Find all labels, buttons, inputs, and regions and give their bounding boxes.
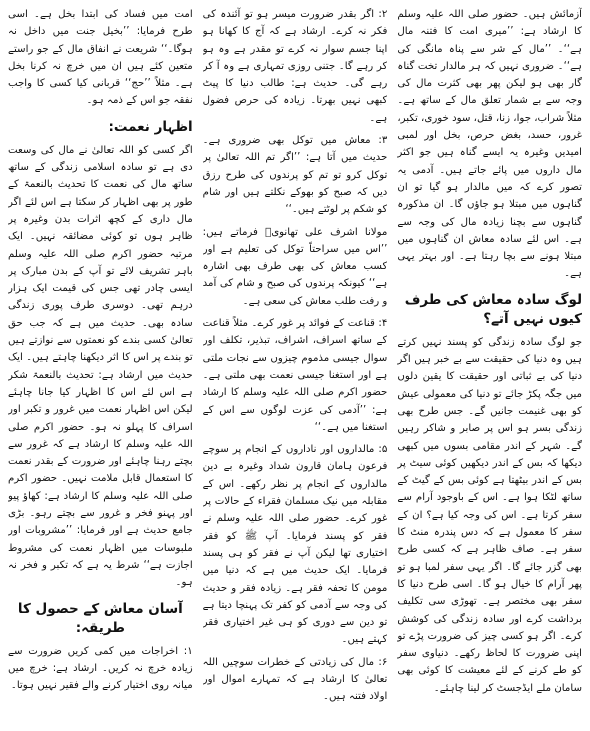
paragraph: امت میں فساد کی ابتدا بخل ہے۔ اسی طرح فرمایا: ’’بخیل جنت میں داخل نہ ہوگا۔‘‘ شریعت نے انفاق مال کے جو راستے متعین کئے ہیں ان میں خرچ نہ کرنا بخل ہے۔ مثلاً ’’حج‘‘ قربانی کیا کسی کا واجب نفقہ جو اس کے ذمہ ہو۔ [8,9,193,107]
paragraph: مولانا اشرف علی تھانویؒ فرماتے ہیں: ’’اس میں سراحتاً توکل کی تعلیم ہے اور کسب معاش کی بھی طرف بھی اشارہ ہے‘‘ کیونکہ پرندوں کی صبح و شام کی آمد و رفت طلب معاش کی سعی ہے۔ [202,226,388,307]
paragraph: ۶: مال کی زیادتی کے خطرات سوچیں اللہ تعالیٰ کا ارشاد ہے کہ تمہارے اموال اور اولاد فتنہ ہیں۔ [202,656,388,703]
section-heading-why-not-simple-living: لوگ سادہ معاش کی طرف کیوں نہیں آتے؟ [404,291,583,327]
paragraph: جو لوگ سادہ زندگی کو پسند نہیں کرتے ہیں وہ دنیا کی حقیقت سے بے خبر ہیں اگر دنیا کی بے ثباتی اور حقیقت کا یقین دلوں میں جگہ پکڑ جائے تو دنیا کی معمولی عیش کو بھی غنیمت جانیں گے۔ جس طرح بھی زندگی بسر ہو اس پر صابر و شاکر رہیں گے۔ شہر کے اندر مقامی بسوں میں کبھی دیکھا کہ بس کے اندر دیکھیں کوئی سیٹ پر بس کے اندر بیٹھتا ہے کوئی بس کے گیٹ کے ساتھ لٹکا ہوا ہے۔ اس کے باوجود آرام سے سفر کرتا ہے۔ اس کی وجہ کیا ہے؟ ان کے سفر کا معمول ہے کہ دس پندرہ منٹ کا سفر ہے۔ صاف ظاہر ہے کہ کسی طرح بھی گزر جائے گا۔ اگر یہی سفر لمبا ہو تو پھر آرام کا خیال ہو گا۔ اسی طرح دنیا کا سفر بھی مختصر ہے۔ تھوڑی سی تکلیف برداشت کرے اور سادہ زندگی کی کوشش کرے۔ اگر ہو کسی چیز کی ضرورت پڑے تو اپنی ضرورت کا لحاظ رکھے۔ دنیاوی سفر کو طے کرنے کے لئے معیشت کا کوئی بھی سامان ملے ایڈجسٹ کر لینا چاہئے۔ [397,336,583,694]
paragraph: ۵: مالداروں اور ناداروں کے انجام پر سوچے فرعون ہامان قارون شداد وغیرہ بے دین مالداروں کے انجام پر نظر رکھے۔ اس کے مقابلہ میں نیک مسلمان فقراء کے حالات پر غور کرے۔ حضور صلی اللہ علیہ وسلم نے فقر کو پسند فرمایا۔ آپ ﷺ کو فقر اختیاری تھا لیکن آپ نے فقر کو ہی پسند فرمایا۔ ایک حدیث میں ہے کہ دنیا میں مومن کا تحفہ فقر ہے۔ زیادہ فقر و حدیث کی وجہ سے آدمی کو کفر تک پہنچا دیتا ہے تو دین سے دوری کو ہی غیر اختیاری فقر کہتے ہیں۔ [202,444,388,646]
paragraph: ۱: اخراجات میں کمی کریں ضرورت سے زیادہ خرچ نہ کریں۔ ارشاد ہے: خرچ میں میانہ روی اختیار کرنے والے فقیر نہیں ہوتا۔ [8,645,193,692]
column-left [397,6,582,725]
section-heading-easy-livelihood: آسان معاش کے حصول کا طریقہ: [17,600,183,636]
paragraph: آزمائش ہیں۔ حضور صلی اللہ علیہ وسلم کا ارشاد ہے: ’’میری امت کا فتنہ مال ہے‘‘۔ ’’مال کے شر سے پناہ مانگی کی ہے‘‘۔ ضروری نہیں کہ ہر مالدار تخت گناہ گار بھی ہو لیکن پھر بھی کثرت مال کی وجہ سے بے شمار تعلق مال کے ساتھ ہے۔ مثلاً شراب، جوا، زنا، قتل، سود خوری، تکبر، غرور، حسد، بغض حرص، بخل اور لمبی امیدیں وغیرہ یہ ایسے گناہ ہیں جو اکثر مال داروں میں پائے جاتے ہیں۔ آدمی یہ تصور کرے کہ میں مالدار ہو گیا تو ان گناہوں میں مبتلا ہو جاؤں گا۔ ان مذکورہ گناہوں سے بچنا زیادہ مال کی وجہ سے ہے۔ اس لئے سادہ معاش ان گناہوں میں مبتلا ہونے سے بچا رہتا ہے۔ اور بہتر یہی ہے۔ [397,9,583,280]
column-middle [203,6,388,725]
column-right [8,6,193,725]
paragraph: ۳: معاش میں توکل بھی ضروری ہے۔ حدیث میں آتا ہے: ’’اگر تم اللہ تعالیٰ پر توکل کرو تو تم کو پرندوں کی طرح رزق دیں کہ صبح کو بھوکے نکلتے ہیں اور شام کو شکم پر لوٹتے ہیں۔‘‘ [202,135,388,216]
section-heading-izhar-e-nemat: اظہار نعمت: [108,118,193,135]
paragraph: اگر کسی کو اللہ تعالیٰ نے مال کی وسعت دی ہے تو سادہ اسلامی زندگی کے ساتھ ساتھ مال کی نعمت کا تحدیث بالنعمۃ کے طور پر بھی اظہار کر سکتا ہے اس لئے اگر مال داری کے کچھ اثرات بدن وغیرہ پر ظاہر ہوں تو کوئی مضائقہ نہیں۔ ایک مرتبہ حضور اکرم صلی اللہ علیہ وسلم باہر تشریف لائے تو آپ کے بدن مبارک پر ایسی چادر تھی جس کی قیمت ایک ہزار درہم تھی۔ دوسری طرف پوری زندگی سادہ بھی۔ حدیث میں ہے کہ جب حق تعالیٰ کسی بندے کو نعمتوں سے نوازتے ہیں تو بندے پر اس کا اثر دیکھنا چاہتے ہیں۔ ایک حدیث میں ارشاد ہے: تحدیث بالنعمۃ شکر ہے اس لئے اس کا اظہار کیا جانا چاہئے لیکن اس اظہار نعمت میں غرور و تکبر اور اسراف کا پہلو نہ ہو۔ حضور اکرم صلی اللہ علیہ وسلم کا ارشاد ہے کہ غرور سے بچتے رہنا چاہئے اور ضرورت کے بقدر نعمت کا استعمال قابل ملامت نہیں۔ حضور اکرم صلی اللہ علیہ وسلم کا ارشاد ہے: کھاؤ پیو اور پہنو فخر و غرور سے بچتے رہو۔ بڑی جامع حدیث ہے اور فرمایا: ’’مشروبات اور ملبوسات میں اظہار نعمت کی مشروط اجازت ہے‘‘ شرط یہ ہے کہ تکبر و فخر نہ ہو۔ [8,144,193,589]
paragraph: ۴: قناعت کے فوائد پر غور کرے۔ مثلاً قناعت کے ساتھ اسراف، اشراف، تبذیر، تکلف اور سوال جیسی مذموم چیزوں سے نجات ملتی ہے اور استغنا جیسی نعمت بھی ملتی ہے۔ حضور اکرم صلی اللہ علیہ وسلم کا ارشاد ہے: ’’آدمی کی عزت لوگوں سے اس کے استغنا میں ہے۔‘‘ [202,318,388,433]
paragraph: ۲: اگر بقدر ضرورت میسر ہو تو آئندہ کی فکر نہ کرے۔ ارشاد ہے کہ آج کا کھانا ہو اپنا جسم سوار نہ کرے تو مقدر ہے وہ ہو کر رہے گا۔ جتنی روزی تمہاری ہے وہ آ کر رہے گی۔ حدیث ہے: طالب دنیا کا پیٹ کبھی نہیں بھرتا۔ زیادہ کی حرص فضول ہے۔ [202,9,388,124]
